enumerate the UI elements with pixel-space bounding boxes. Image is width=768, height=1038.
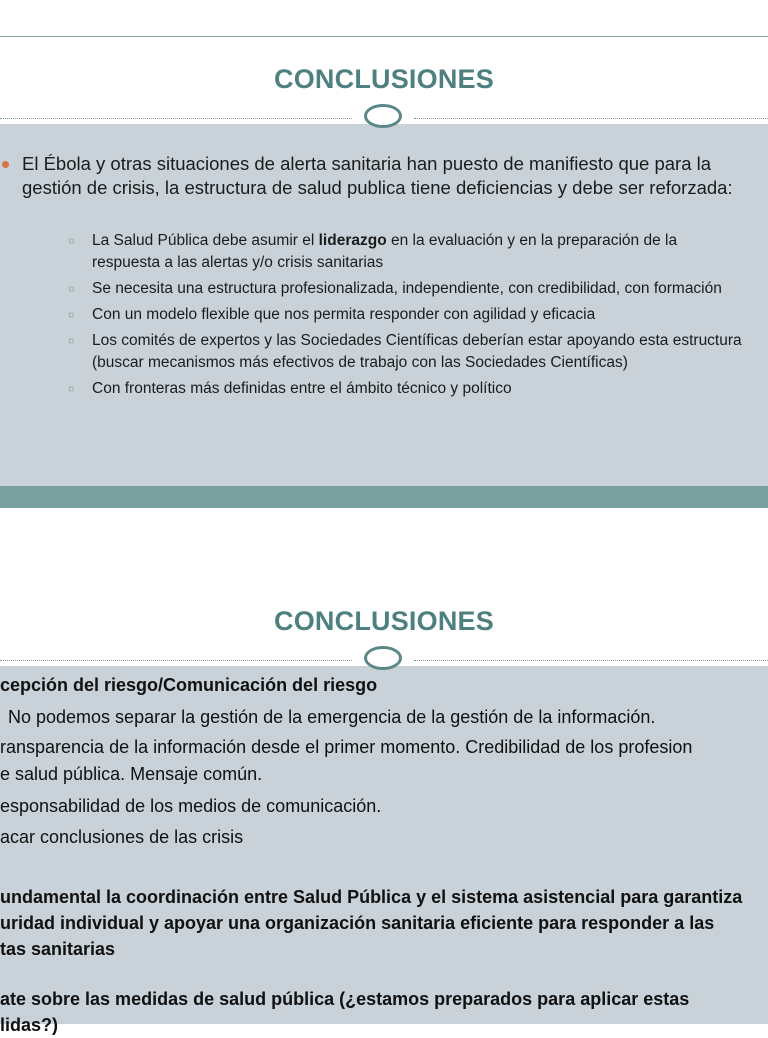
sub-bullet-marker-icon: ¤ [68,282,75,296]
bold-statement: undamental la coordinación entre Salud Pública y el sistema asistencial para garantiza [0,887,743,907]
sub-bullet-marker-icon: ¤ [68,234,75,248]
bold-statement-continuation: tas sanitarias [0,939,116,959]
sub-bullet-marker-icon: ¤ [68,308,75,322]
title-divider-left [0,660,352,661]
slide-top-rule [0,36,768,37]
title-divider-left [0,118,352,119]
slide-2 [0,548,768,1035]
slide-title: CONCLUSIONES [274,64,494,94]
slide-1 [0,0,768,508]
main-bullet-text: El Ébola y otras situaciones de alerta sanitaria han puesto de manifiesto que para la gestión de crisis, la estructura de salud publica tiene deficiencias y debe ser reforzada: [22,153,733,198]
sub-item-text-end: en la evaluación y en la preparación de la respuesta a las alertas y/o crisis sanitarias [92,232,678,271]
ring-ornament-icon [364,646,402,670]
list-item [0,278,768,300]
footer-band [0,486,768,508]
sub-item-bold-text: liderazgo [318,232,387,249]
list-item [0,330,768,374]
list-item: acar conclusiones de las crisis [0,827,244,847]
list-item [0,230,768,274]
list-item: No podemos separar la gestión de la emergencia de la gestión de la información. [8,707,656,727]
bold-statement: ate sobre las medidas de salud pública (¿estamos preparados para aplicar estas [0,989,690,1009]
bullet-dot-icon [2,161,9,168]
title-divider-right [414,118,768,119]
list-item: ransparencia de la información desde el primer momento. Credibilidad de los profesion [0,737,693,757]
title-divider-right [414,660,768,661]
sub-bullet-marker-icon: ¤ [68,382,75,396]
ring-ornament-icon [364,104,402,128]
bold-statement-continuation: lidas?) [0,1015,59,1035]
sub-item-text: Con fronteras más definidas entre el ámbito técnico y político [92,380,512,397]
list-item [0,378,768,400]
list-item [0,304,768,326]
slide-title: CONCLUSIONES [274,606,494,636]
section-heading: cepción del riesgo/Comunicación del riesgo [0,675,378,695]
list-item: esponsabilidad de los medios de comunicación. [0,796,382,816]
list-item-continuation: e salud pública. Mensaje común. [0,764,263,784]
sub-item-text: Los comités de expertos y las Sociedades Científicas deberían estar apoyando esta estructura (buscar mecanismos más efectivos de trabajo con las Sociedades Científicas) [92,332,742,371]
bold-statement-continuation: uridad individual y apoyar una organización sanitaria eficiente para responder a las [0,913,715,933]
sub-item-text: La Salud Pública debe asumir el [92,232,319,249]
sub-bullet-list [0,230,768,404]
sub-item-text: Se necesita una estructura profesionalizada, independiente, con credibilidad, con formación [92,280,722,297]
sub-bullet-marker-icon: ¤ [68,334,75,348]
sub-item-text: Con un modelo flexible que nos permita responder con agilidad y eficacia [92,306,596,323]
